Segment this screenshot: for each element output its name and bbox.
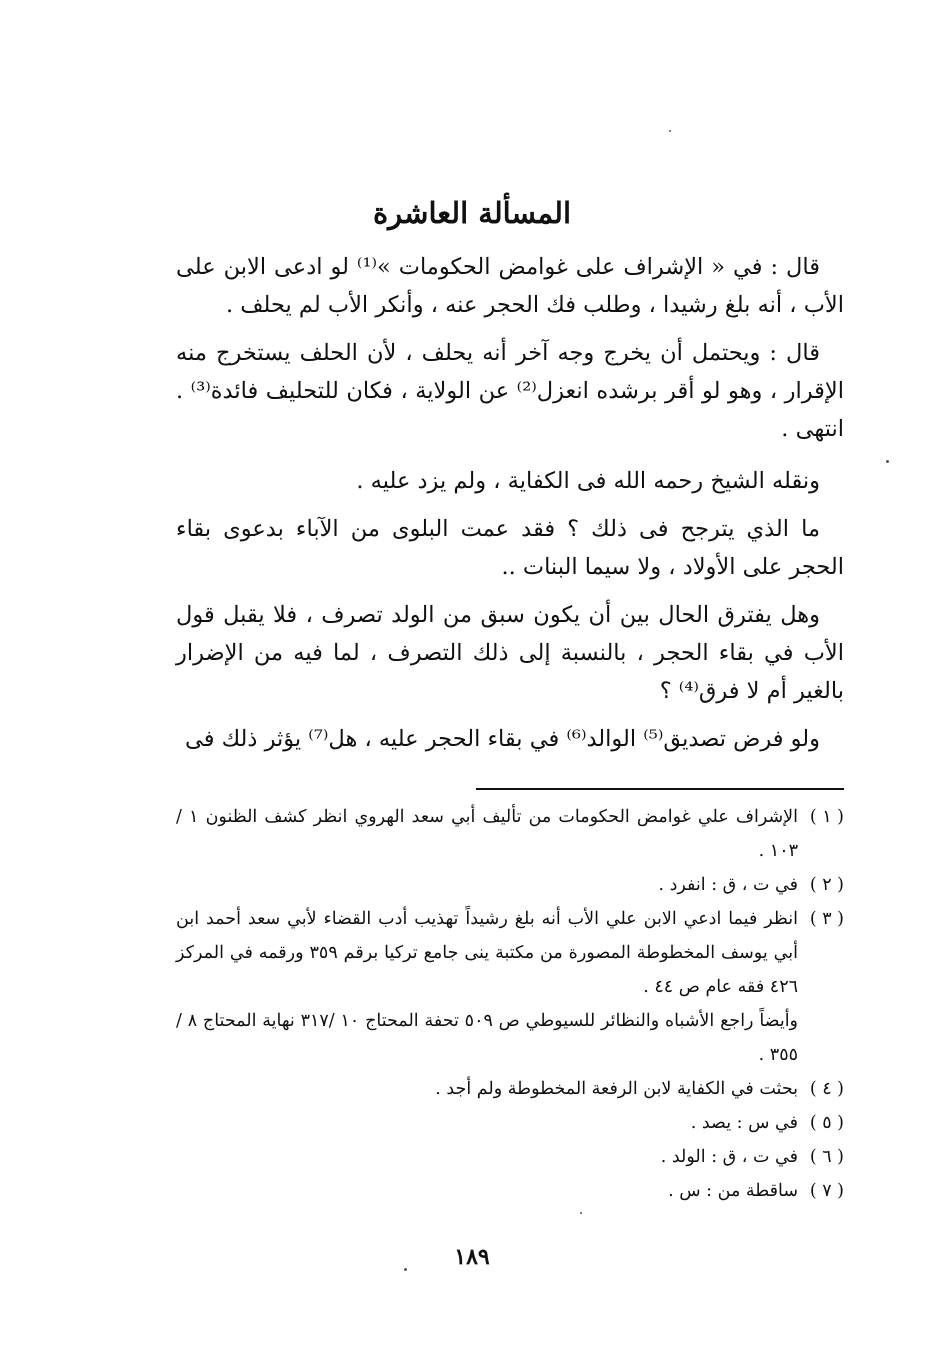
footnote-4 — [176, 1072, 844, 1106]
paragraph-5: وهل يفترق الحال بين أن يكون سبق من الولد تصرف ، فلا يقبل قول الأب في بقاء الحجر ، بالنسبة إلى ذلك التصرف ، لما فيه من الإضرار بالغير أم لا فرق⁽⁴⁾ ؟ — [176, 602, 844, 704]
paragraph-1: قال : في « الإشراف على غوامض الحكومات »⁽¹⁾ لو ادعى الابن على الأب ، أنه بلغ رشيدا ، وطلب فك الحجر عنه ، وأنكر الأب لم يحلف . — [176, 254, 844, 318]
footnote-3-continuation: وأيضاً راجع الأشباه والنظائر للسيوطي ص ٥٠٩ تحفة المحتاج ١٠ /٣١٧ نهاية المحتاج ٨ /٣٥٥ . — [176, 1011, 799, 1065]
scan-speck — [404, 1268, 407, 1271]
footnote-number: ( ٦ ) — [809, 1147, 844, 1167]
footnote-6 — [176, 1140, 844, 1174]
footnote-number: ( ٧ ) — [809, 1181, 844, 1201]
footnote-5 — [176, 1106, 844, 1140]
footnote-text: في ت ، ق : الولد . — [660, 1147, 798, 1167]
footnote-text: الإشراف علي غوامض الحكومات من تأليف أبي سعد الهروي انظر كشف الظنون ١ /١٠٣ . — [176, 807, 798, 861]
footnotes — [176, 800, 844, 1208]
footnote-number: ( ٤ ) — [809, 1079, 844, 1099]
footnote-number: ( ١ ) — [809, 807, 844, 827]
footnote-number: ( ٥ ) — [809, 1113, 844, 1133]
footnote-text: في س : يصد . — [690, 1113, 798, 1133]
paragraph-3: ونقله الشيخ رحمه الله فى الكفاية ، ولم يزد عليه . — [356, 468, 820, 494]
footnote-text: في ت ، ق : انفرد . — [658, 875, 798, 895]
scan-speck — [886, 460, 889, 463]
paragraph-4: ما الذي يترجح فى ذلك ؟ فقد عمت البلوى من الآباء بدعوى بقاء الحجر على الأولاد ، ولا سيما البنات .. — [176, 516, 844, 580]
main-text — [176, 248, 844, 768]
footnote-7 — [176, 1174, 844, 1208]
footnote-number: ( ٢ ) — [809, 875, 844, 895]
scan-speck — [669, 130, 671, 132]
paragraph-2: قال : ويحتمل أن يخرج وجه آخر أنه يحلف ، لأن الحلف يستخرج منه الإقرار ، وهو لو أقر برشده انعزل⁽²⁾ عن الولاية ، فكان للتحليف فائدة⁽³⁾ . انتهى . — [176, 340, 844, 442]
footnote-number: ( ٣ ) — [809, 909, 844, 929]
scan-speck — [580, 1212, 582, 1214]
footnote-text: بحثت في الكفاية لابن الرفعة المخطوطة ولم أجد . — [435, 1079, 798, 1099]
page-number: ١٨٩ — [454, 1244, 490, 1270]
footnote-2 — [176, 868, 844, 902]
page-title: المسألة العاشرة — [372, 196, 572, 230]
footnote-3 — [176, 902, 844, 1004]
footnote-text: انظر فيما ادعي الابن علي الأب أنه بلغ رشيداً تهذيب أدب القضاء لأبي سعد أحمد ابن أبي يوسف المخطوطة المصورة من مكتبة ينى جامع تركيا برقم ٣٥٩ ورقمه في المركز ٤٢٦ فقه عام ص ٤٤ . — [176, 909, 798, 997]
footnote-text: ساقطة من : س . — [668, 1181, 798, 1201]
footnote-1 — [176, 800, 844, 868]
footnote-divider — [476, 788, 844, 790]
paragraph-6: ولو فرض تصديق⁽⁵⁾ الوالد⁽⁶⁾ في بقاء الحجر عليه ، هل⁽⁷⁾ يؤثر ذلك فى — [184, 726, 820, 752]
